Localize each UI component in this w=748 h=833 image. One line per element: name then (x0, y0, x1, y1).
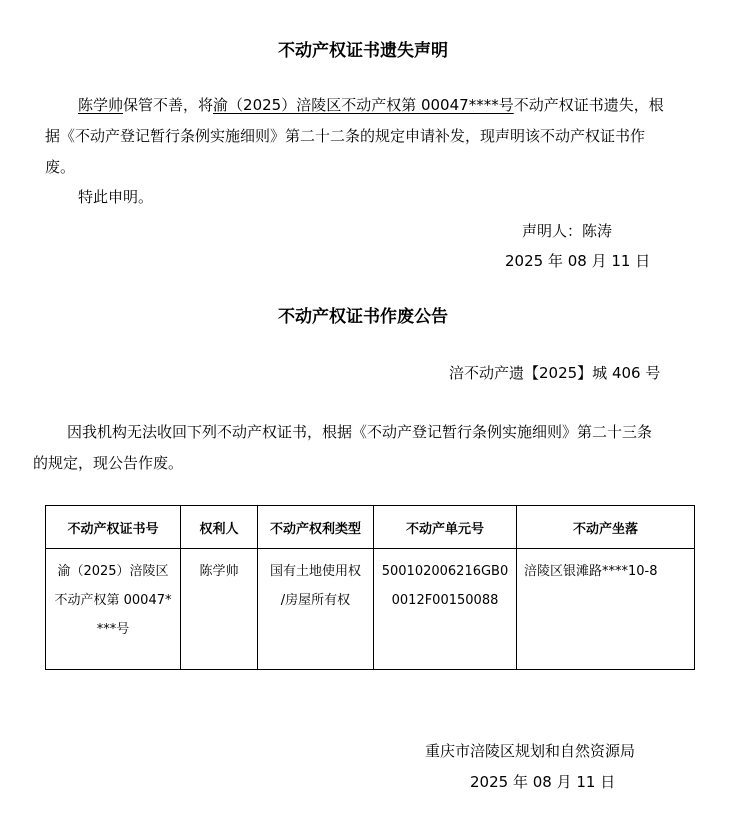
notice-line-2: 的规定，现公告作废。 (33, 454, 184, 472)
header-holder: 权利人 (181, 506, 258, 549)
cell-right-type (258, 549, 374, 670)
header-unit-no: 不动产单元号 (374, 506, 517, 549)
special-note: 特此申明。 (78, 188, 154, 206)
declaration-title: 不动产权证书遗失声明 (278, 41, 448, 61)
right-type-line: /房屋所有权 (280, 593, 351, 608)
cell-location: 涪陵区银滩路****10-8 (517, 549, 695, 670)
table-row (46, 549, 695, 670)
notice-title: 不动产权证书作废公告 (278, 307, 448, 327)
cell-holder: 陈学帅 (181, 549, 258, 670)
declaration-text-2: 不动产权证书遗失，根 (513, 96, 664, 114)
unit-no-line: 500102006216GB0 (381, 564, 509, 579)
unit-no-line: 0012F00150088 (391, 593, 499, 608)
cell-unit-no (374, 549, 517, 670)
owner-name: 陈学帅 (78, 96, 124, 114)
cert-no-line: ***号 (96, 622, 130, 637)
certificate-table (45, 505, 695, 670)
declaration-text-1: 保管不善，将 (123, 96, 214, 114)
cert-number: 渝（2025）涪陵区不动产权第 00047****号 (213, 96, 514, 114)
notice-line-1: 因我机构无法收回下列不动产权证书，根据《不动产登记暂行条例实施细则》第二十三条 (67, 423, 653, 441)
header-right-type: 不动产权利类型 (258, 506, 374, 549)
declaration-date: 2025 年 08 月 11 日 (505, 252, 651, 270)
declarant: 声明人：陈涛 (522, 222, 613, 240)
header-location: 不动产坐落 (517, 506, 695, 549)
declaration-line-1 (78, 90, 664, 121)
table-header-row (46, 506, 695, 549)
notice-doc-number: 涪不动产遗【2025】城 406 号 (449, 364, 661, 382)
declaration-line-3: 废。 (45, 158, 76, 176)
cell-cert-no (46, 549, 181, 670)
cert-no-line: 不动产权第 00047* (54, 593, 172, 608)
declaration-line-2: 据《不动产登记暂行条例实施细则》第二十二条的规定申请补发，现声明该不动产权证书作 (45, 127, 646, 145)
notice-issuer: 重庆市涪陵区规划和自然资源局 (425, 742, 636, 760)
cert-no-line: 渝（2025）涪陵区 (57, 564, 169, 579)
notice-date: 2025 年 08 月 11 日 (470, 773, 616, 791)
right-type-line: 国有土地使用权 (269, 564, 361, 579)
header-cert-no: 不动产权证书号 (46, 506, 181, 549)
